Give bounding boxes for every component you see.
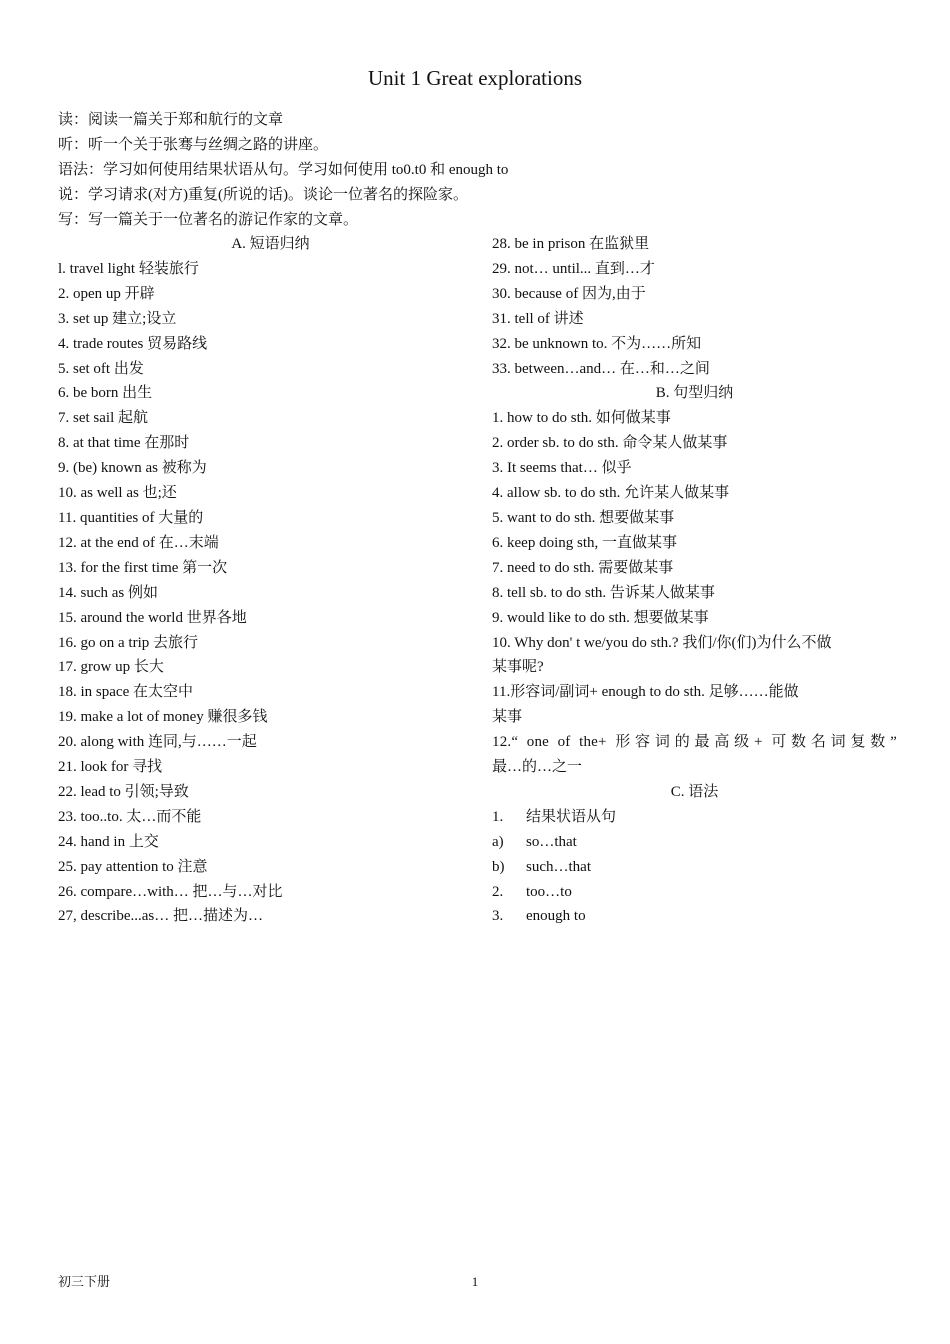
sentence-pattern-item-12-line1: 12.“ one of the+ 形容词的最高级+ 可数名词复数” [492,734,897,751]
phrase-item: 31. tell of 讲述 [492,310,584,327]
grammar-item-number: 3. [492,908,504,925]
grammar-item [492,855,897,880]
grammar-item-number: b) [492,858,505,875]
objective-reading: 读：阅读一篇关于郑和航行的文章 [58,112,284,128]
objective-listening: 听：听一个关于张骞与丝绸之路的讲座。 [58,136,329,153]
sentence-pattern-item-11-line1: 11.形容词/副词+ enough to do sth. 足够……能做 [492,684,799,701]
phrase-item: 25. pay attention to 注意 [58,858,208,875]
footer-grade-label: 初三下册 [58,1274,111,1289]
phrase-item: l. travel light 轻装旅行 [58,260,199,277]
sentence-pattern-item: 6. keep doing sth, 一直做某事 [492,534,677,551]
sentence-pattern-item-10-line1: 10. Why don' t we/you do sth.? 我们/你(们)为什么不做 [492,634,832,651]
phrase-item: 6. be born 出生 [58,385,153,402]
phrase-item: 26. compare…with… 把…与…对比 [58,883,283,900]
section-a-heading: A. 短语归纳 [231,236,310,252]
grammar-item-text: too…to [526,883,572,900]
phrase-item: 22. lead to 引领;导致 [58,783,189,800]
phrase-item: 24. hand in 上交 [58,833,159,850]
phrase-item: 3. set up 建立;设立 [58,310,177,327]
objective-grammar: 语法：学习如何使用结果状语从句。学习如何使用 to0.t0 和 enough to [58,161,509,178]
right-column [492,232,897,929]
grammar-item [492,830,897,855]
phrase-item: 29. not… until... 直到…才 [492,260,655,277]
sentence-pattern-item-10-line2: 某事呢? [492,659,544,676]
page-title: Unit 1 Great explorations [367,66,583,90]
phrase-item: 17. grow up 长大 [58,659,164,676]
phrase-item: 2. open up 开辟 [58,285,155,302]
phrase-item: 14. such as 例如 [58,584,158,601]
sentence-pattern-item: 9. would like to do sth. 想要做某事 [492,609,709,626]
left-column [58,232,478,929]
phrase-item: 15. around the world 世界各地 [58,609,247,626]
phrase-item: 11. quantities of 大量的 [58,509,204,526]
sentence-pattern-item: 1. how to do sth. 如何做某事 [492,410,671,427]
phrase-item: 27, describe...as… 把…描述为… [58,908,263,925]
grammar-item [492,805,897,830]
phrase-item: 19. make a lot of money 赚很多钱 [58,709,268,726]
phrase-item: 18. in space 在太空中 [58,684,193,701]
phrase-item: 30. because of 因为,由于 [492,285,646,302]
grammar-item-text: so…that [526,833,577,850]
sentence-pattern-item-12-line2: 最…的…之一 [492,759,583,776]
sentence-pattern-item: 7. need to do sth. 需要做某事 [492,559,674,576]
sentence-pattern-item: 4. allow sb. to do sth. 允许某人做某事 [492,485,730,502]
phrase-item: 5. set oft 出发 [58,360,144,377]
phrase-item: 23. too..to. 太…而不能 [58,808,202,825]
section-b-heading: B. 句型归纳 [655,385,734,402]
grammar-item-number: 1. [492,808,504,825]
grammar-item-text: enough to [526,908,586,925]
grammar-item [492,880,897,905]
learning-objectives [58,108,898,233]
phrase-item: 13. for the first time 第一次 [58,559,228,576]
sentence-pattern-item: 2. order sb. to do sth. 命令某人做某事 [492,435,728,452]
phrase-item: 32. be unknown to. 不为……所知 [492,335,702,352]
grammar-item [492,904,897,929]
section-c-heading: C. 语法 [670,783,719,800]
grammar-item-number: a) [492,833,504,850]
phrase-item: 12. at the end of 在…末端 [58,534,219,551]
sentence-pattern-item: 3. It seems that… 似乎 [492,460,632,477]
phrase-item: 33. between…and… 在…和…之间 [492,360,710,377]
phrase-item: 7. set sail 起航 [58,410,148,427]
objective-speaking: 说：学习请求(对方)重复(所说的话)。谈论一位著名的探险家。 [58,186,468,203]
phrase-item: 21. look for 寻找 [58,759,163,776]
grammar-item-text: 结果状语从句 [526,808,617,825]
sentence-pattern-item-11-line2: 某事 [492,709,523,726]
phrase-item: 16. go on a trip 去旅行 [58,634,198,651]
phrase-item: 28. be in prison 在监狱里 [492,236,650,252]
phrase-item: 20. along with 连同,与……一起 [58,734,257,751]
phrase-item: 10. as well as 也;还 [58,485,177,502]
phrase-item: 8. at that time 在那时 [58,435,190,452]
phrase-item: 9. (be) known as 被称为 [58,460,207,477]
page-number: 1 [471,1274,479,1289]
objective-writing: 写：写一篇关于一位著名的游记作家的文章。 [58,211,359,228]
sentence-pattern-item: 8. tell sb. to do sth. 告诉某人做某事 [492,584,715,601]
grammar-item-number: 2. [492,883,504,900]
sentence-pattern-item: 5. want to do sth. 想要做某事 [492,509,675,526]
phrase-item: 4. trade routes 贸易路线 [58,335,208,352]
grammar-item-text: such…that [526,858,591,875]
